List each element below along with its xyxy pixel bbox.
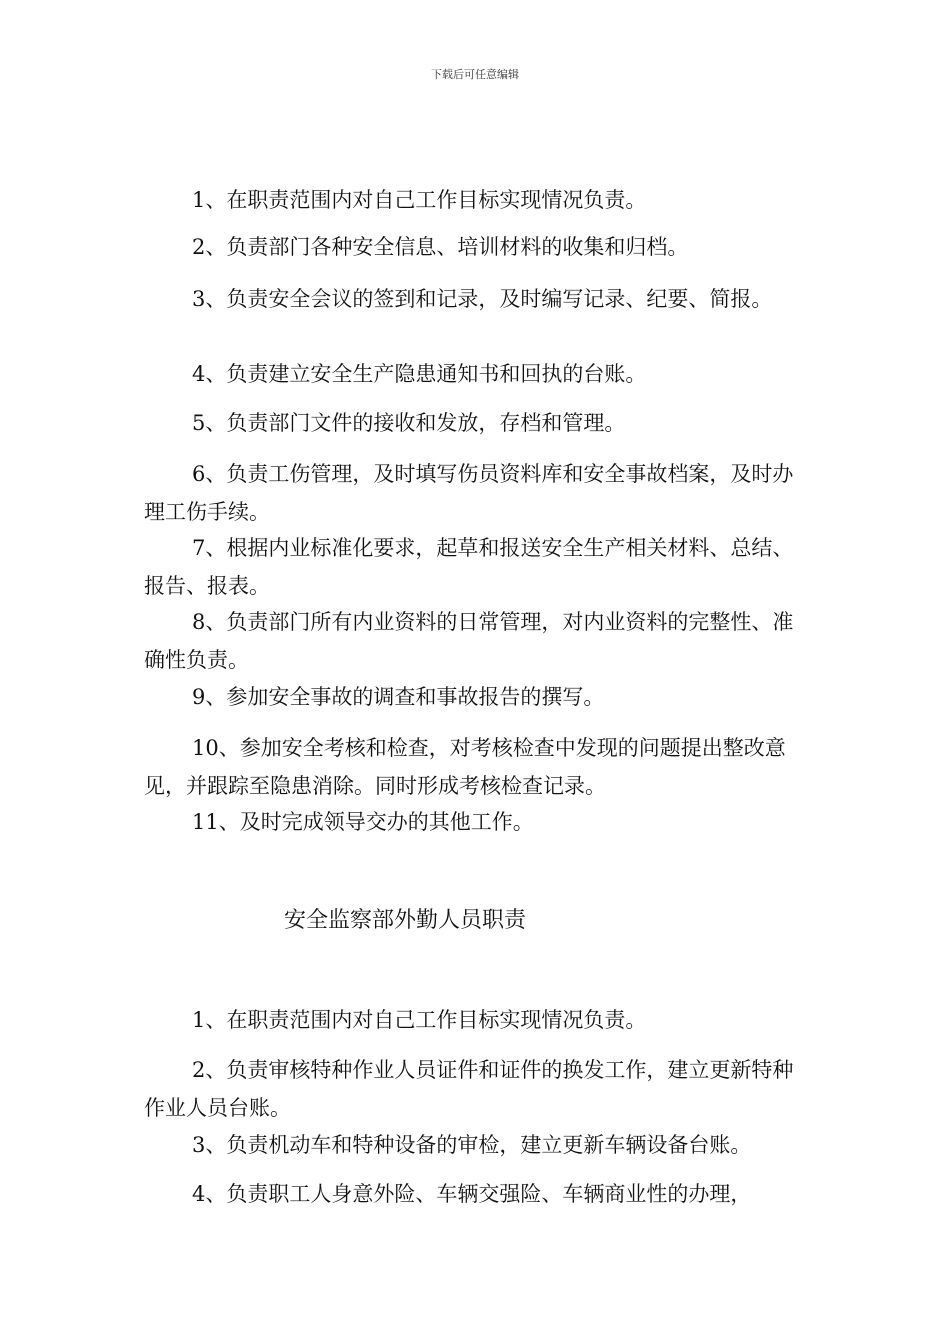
duty-item-1: 1、在职责范围内对自己工作目标实现情况负责。 bbox=[192, 188, 647, 212]
field-duty-item-1: 1、在职责范围内对自己工作目标实现情况负责。 bbox=[192, 1008, 647, 1032]
field-duty-item-4: 4、负责职工人身意外险、车辆交强险、车辆商业性的办理， bbox=[192, 1182, 752, 1206]
duty-item-8: 8、负责部门所有内业资料的日常管理，对内业资料的完整性、准确性负责。 bbox=[144, 610, 794, 672]
duty-item-4: 4、负责建立安全生产隐患通知书和回执的台账。 bbox=[192, 362, 647, 386]
section-title: 安全监察部外勤人员职责 bbox=[284, 908, 527, 933]
duty-item-10: 10、参加安全考核和检查，对考核检查中发现的问题提出整改意见，并跟踪至隐患消除。同时形成考核检查记录。 bbox=[144, 736, 786, 798]
field-duty-item-3: 3、负责机动车和特种设备的审检，建立更新车辆设备台账。 bbox=[192, 1133, 752, 1157]
duty-item-5: 5、负责部门文件的接收和发放，存档和管理。 bbox=[192, 411, 626, 435]
field-duty-item-2: 2、负责审核特种作业人员证件和证件的换发工作，建立更新特种作业人员台账。 bbox=[144, 1058, 794, 1120]
duty-item-7: 7、根据内业标准化要求，起草和报送安全生产相关材料、总结、报告、报表。 bbox=[144, 536, 794, 598]
duty-item-2: 2、负责部门各种安全信息、培训材料的收集和归档。 bbox=[192, 235, 689, 259]
duty-item-3: 3、负责安全会议的签到和记录，及时编写记录、纪要、简报。 bbox=[192, 287, 773, 311]
page-header-note: 下载后可任意编辑 bbox=[431, 68, 519, 81]
duty-item-9: 9、参加安全事故的调查和事故报告的撰写。 bbox=[192, 685, 605, 709]
duty-item-11: 11、及时完成领导交办的其他工作。 bbox=[192, 810, 534, 834]
duty-item-6: 6、负责工伤管理，及时填写伤员资料库和安全事故档案，及时办理工伤手续。 bbox=[144, 462, 794, 524]
